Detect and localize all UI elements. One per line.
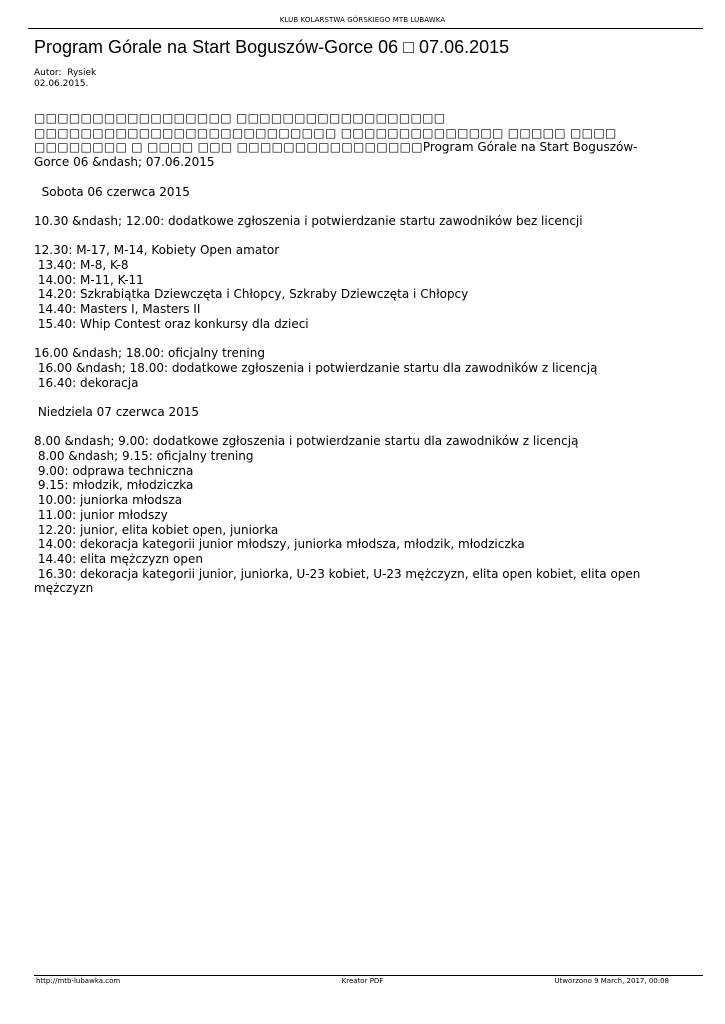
author-line [34, 68, 96, 79]
day-heading: Niedziela 07 czerwca 2015 [34, 404, 200, 419]
schedule-line: 8.00 &ndash; 9.15: oficjalny trening [34, 449, 254, 464]
schedule-line: 10.00: juniorka młodsza [34, 493, 183, 508]
schedule-line: 16.00 &ndash; 18.00: dodatkowe zgłoszenia i potwierdzanie startu dla zawodników z licencją [34, 360, 598, 375]
schedule-line: 14.40: Masters I, Masters II [34, 302, 201, 317]
intro-line [34, 140, 668, 155]
intro-garbled-text: □□□□□□□□ □ □□□□ □□□ □□□□□□□□□□□□□□□□ [34, 140, 423, 155]
article-title: Program Górale na Start Boguszów-Gorce 06 □ 07.06.2015 [34, 37, 510, 57]
article-meta [34, 68, 96, 90]
intro-line: □□□□□□□□□□□□□□□□□□□□□□□□□□ □□□□□□□□□□□□□□ □□□□□ □□□□ [34, 125, 617, 140]
schedule-line: 16.30: dekoracja kategorii junior, juniorka, U-23 kobiet, U-23 mężczyzn, elita open kobiet, elita open [34, 566, 641, 581]
schedule-line: 16.00 &ndash; 18.00: oficjalny trening [34, 346, 265, 361]
header-divider [28, 28, 703, 29]
site-header-title: KLUB KOLARSTWA GÓRSKIEGO MTB LUBAWKA [279, 16, 446, 24]
schedule-line: 14.40: elita mężczyzn open [34, 552, 203, 566]
intro-line: Gorce 06 &ndash; 07.06.2015 [34, 155, 215, 170]
footer-divider [34, 975, 703, 976]
schedule-line: 8.00 &ndash; 9.00: dodatkowe zgłoszenia i potwierdzanie startu dla zawodników z licencją [34, 434, 579, 449]
article-body [34, 111, 668, 596]
schedule-line: 14.20: Szkrabiątka Dziewczęta i Chłopcy, Szkraby Dziewczęta i Chłopcy [34, 287, 469, 302]
author-name: Rysiek [67, 68, 97, 78]
intro-text: Program Górale na Start Boguszów- [422, 140, 638, 155]
schedule-line: mężczyzn [34, 581, 94, 596]
footer-generator: Kreator PDF [341, 977, 384, 985]
schedule-line: 14.00: dekoracja kategorii junior młodszy, juniorka młodsza, młodzik, młodziczka [34, 537, 525, 552]
schedule-line: 9.15: młodzik, młodziczka [34, 478, 194, 493]
author-label: Autor: [34, 68, 62, 78]
footer-url-link[interactable]: http://mtb-lubawka.com [36, 977, 121, 985]
schedule-line: 14.00: M-11, K-11 [34, 272, 144, 287]
footer-created-date: Utworzono 9 March, 2017, 00:08 [554, 977, 669, 985]
intro-line: □□□□□□□□□□□□□□□□□ □□□□□□□□□□□□□□□□□□ [34, 111, 446, 125]
schedule-line: 12.20: junior, elita kobiet open, juniorka [34, 522, 279, 537]
schedule-line: 16.40: dekoracja [34, 375, 139, 390]
schedule-line: 11.00: junior młodszy [34, 507, 168, 522]
schedule-line: 10.30 &ndash; 12.00: dodatkowe zgłoszenia i potwierdzanie startu zawodników bez licencji [34, 213, 583, 228]
day-heading: Sobota 06 czerwca 2015 [34, 184, 190, 199]
schedule-line: 9.00: odprawa techniczna [34, 463, 194, 478]
schedule-line: 13.40: M-8, K-8 [34, 257, 129, 272]
schedule-line: 12.30: M-17, M-14, Kobiety Open amator [34, 243, 280, 258]
schedule-line: 15.40: Whip Contest oraz konkursy dla dzieci [34, 316, 309, 331]
article-date: 02.06.2015. [34, 79, 89, 89]
